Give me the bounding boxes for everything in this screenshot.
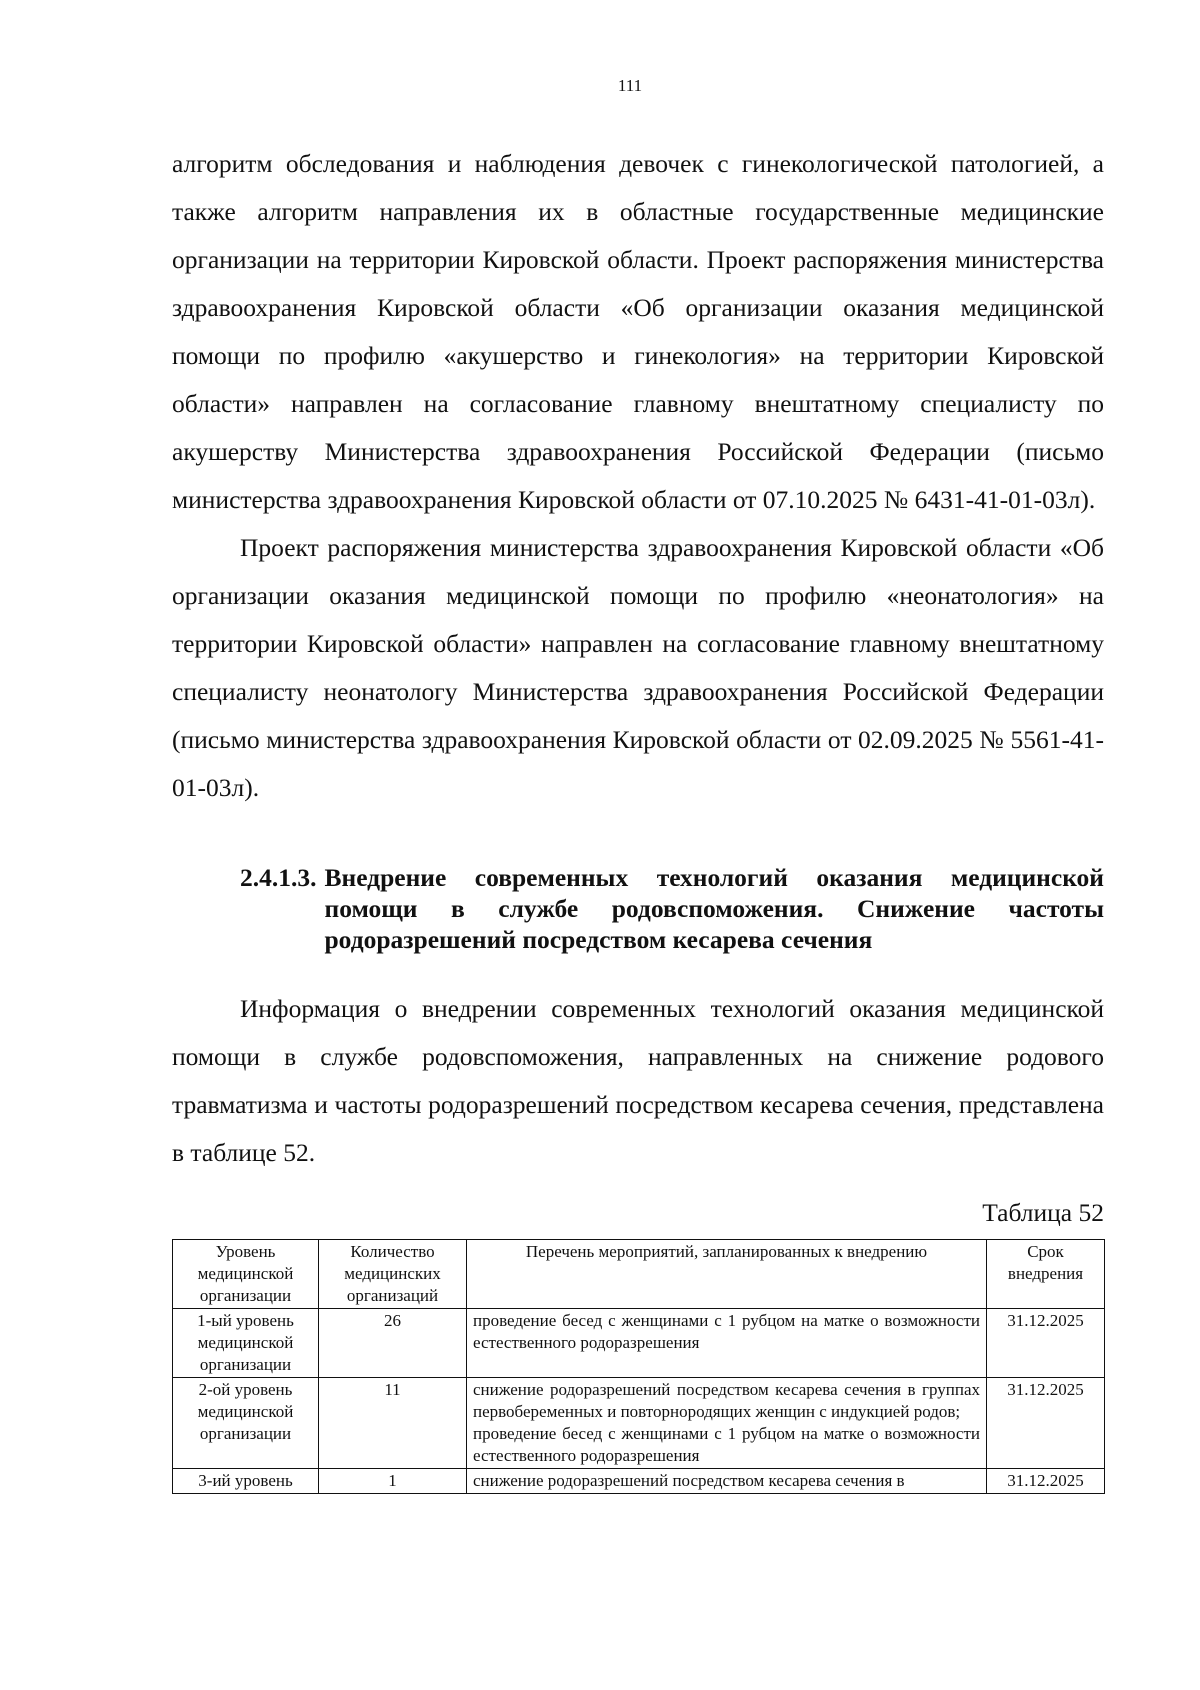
section-heading [172,862,1104,955]
header-deadline: Срок внедрения [987,1240,1105,1309]
cell-deadline: 31.12.2025 [987,1309,1105,1378]
header-measures: Перечень мероприятий, запланированных к внедрению [467,1240,987,1309]
measure-item: снижение родоразрешений посредством кесарева сечения в группах первобеременных и повторнородящих женщин с индукцией родов; [473,1380,980,1421]
cell-measures [467,1378,987,1469]
section-number: 2.4.1.3. [240,863,317,892]
table-row [173,1378,1105,1469]
document-body [172,140,1104,1494]
cell-count: 1 [319,1469,467,1494]
header-level: Уровень медицинской организации [173,1240,319,1309]
measure-item: проведение бесед с женщинами с 1 рубцом на матке о возможности естественного родоразрешения [473,1424,980,1465]
cell-count: 26 [319,1309,467,1378]
cell-measures: снижение родоразрешений посредством кесарева сечения в [467,1469,987,1494]
cell-measures: проведение бесед с женщинами с 1 рубцом на матке о возможности естественного родоразрешения [467,1309,987,1378]
measures-table [172,1239,1105,1494]
cell-level: 3-ий уровень [173,1469,319,1494]
table-caption: Таблица 52 [982,1198,1104,1227]
table-header-row [173,1240,1105,1309]
page-number: 111 [617,76,643,95]
cell-deadline: 31.12.2025 [987,1378,1105,1469]
cell-level: 1-ый уровень медицинской организации [173,1309,319,1378]
paragraph: Проект распоряжения министерства здравоохранения Кировской области «Об организации оказания медицинской помощи по профилю «неонатология» на территории Кировской области» направлен на согласование главному внештатному специалисту неонатологу Министерства здравоохранения Российской Федерации (письмо министерства здравоохранения Кировской области от 02.09.2025 № 5561-41-01-03л). [172,533,1104,802]
paragraph: алгоритм обследования и наблюдения девочек с гинекологической патологией, а также алгоритм направления их в областные государственные медицинские организации на территории Кировской области. Проект распоряжения министерства здравоохранения Кировской области «Об организации оказания медицинской помощи по профилю «акушерство и гинекология» на территории Кировской области» направлен на согласование главному внештатному специалисту по акушерству Министерства здравоохранения Российской Федерации (письмо министерства здравоохранения Кировской области от 07.10.2025 № 6431-41-01-03л). [172,149,1104,514]
header-count: Количество медицинских организаций [319,1240,467,1309]
cell-deadline: 31.12.2025 [987,1469,1105,1494]
cell-level: 2-ой уровень медицинской организации [173,1378,319,1469]
section-title: Внедрение современных технологий оказания медицинской помощи в службе родовспоможения. Снижение частоты родоразрешений посредством кесарева сечения [324,863,1104,954]
table-row [173,1309,1105,1378]
paragraph: Информация о внедрении современных технологий оказания медицинской помощи в службе родовспоможения, направленных на снижение родового травматизма и частоты родоразрешений посредством кесарева сечения, представлена в таблице 52. [172,994,1104,1167]
cell-count: 11 [319,1378,467,1469]
table-row [173,1469,1105,1494]
